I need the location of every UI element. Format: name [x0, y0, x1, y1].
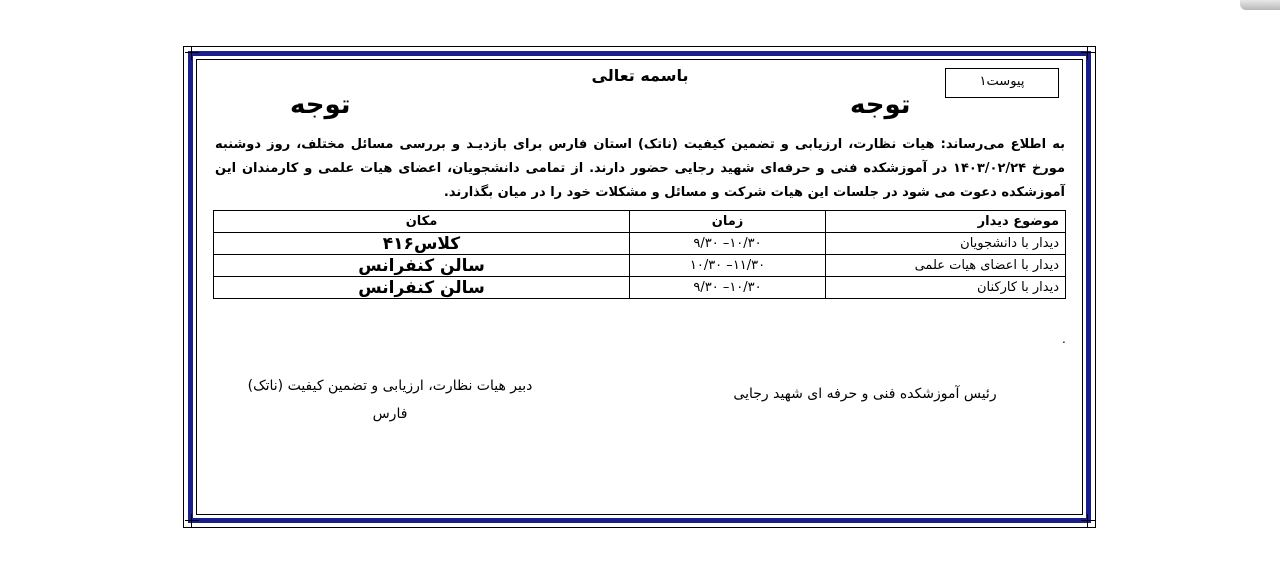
top-right-decoration — [1240, 0, 1280, 10]
corner-mark-top-left — [185, 46, 199, 60]
signature-secretary-line1: دبیر هیات نظارت، ارزیابی و تضمین کیفیت (ناتک) — [247, 378, 533, 394]
header-place: مکان — [214, 211, 630, 233]
signature-secretary-line2: فارس — [372, 406, 408, 422]
attachment-label: پیوست۱ — [945, 68, 1059, 98]
row-place: سالن کنفرانس — [214, 255, 630, 277]
table-row — [214, 233, 1066, 255]
stray-dot: . — [1062, 332, 1066, 346]
signature-secretary — [225, 372, 555, 428]
row-time: ۱۰/۳۰– ۹/۳۰ — [630, 277, 826, 299]
row-place: کلاس۴۱۶ — [214, 233, 630, 255]
basmala-heading: باسمه تعالی — [591, 66, 689, 85]
row-topic: دیدار با دانشجویان — [826, 233, 1066, 255]
row-place: سالن کنفرانس — [214, 277, 630, 299]
table-row — [214, 277, 1066, 299]
row-topic: دیدار با اعضای هیات علمی — [826, 255, 1066, 277]
notice-heading-right: توجه — [850, 90, 911, 120]
signature-director: رئیس آموزشکده فنی و حرفه ای شهید رجایی — [733, 386, 997, 402]
table-header-row — [214, 211, 1066, 233]
table-row — [214, 255, 1066, 277]
row-topic: دیدار با کارکنان — [826, 277, 1066, 299]
corner-mark-bottom-left — [185, 514, 199, 528]
header-time: زمان — [630, 211, 826, 233]
corner-mark-bottom-right — [1081, 514, 1095, 528]
row-time: ۱۱/۳۰– ۱۰/۳۰ — [630, 255, 826, 277]
header-topic: موضوع دیدار — [826, 211, 1066, 233]
meeting-schedule-table — [213, 210, 1066, 299]
row-time: ۱۰/۳۰– ۹/۳۰ — [630, 233, 826, 255]
corner-mark-top-right — [1081, 46, 1095, 60]
notice-heading-left: توجه — [290, 90, 351, 120]
announcement-text: به اطلاع می‌رساند: هیات نظارت، ارزیابی و تضمین کیفیت (ناتک) استان فارس برای بازدیـد و بررسی مسائل مختلف، روز دوشنبه مورخ ۱۴۰۳/۰۲/۲۴ در آموزشکده فنی و حرفه‌ای شهید رجایی حضور دارند. از تمامی دانشجویان، اعضای هیات علمی و کارمندان این آموزشکده دعوت می شود در جلسات این هیات شرکت و مسائل و مشکلات خود را در میان بگذارند. — [215, 137, 1065, 200]
